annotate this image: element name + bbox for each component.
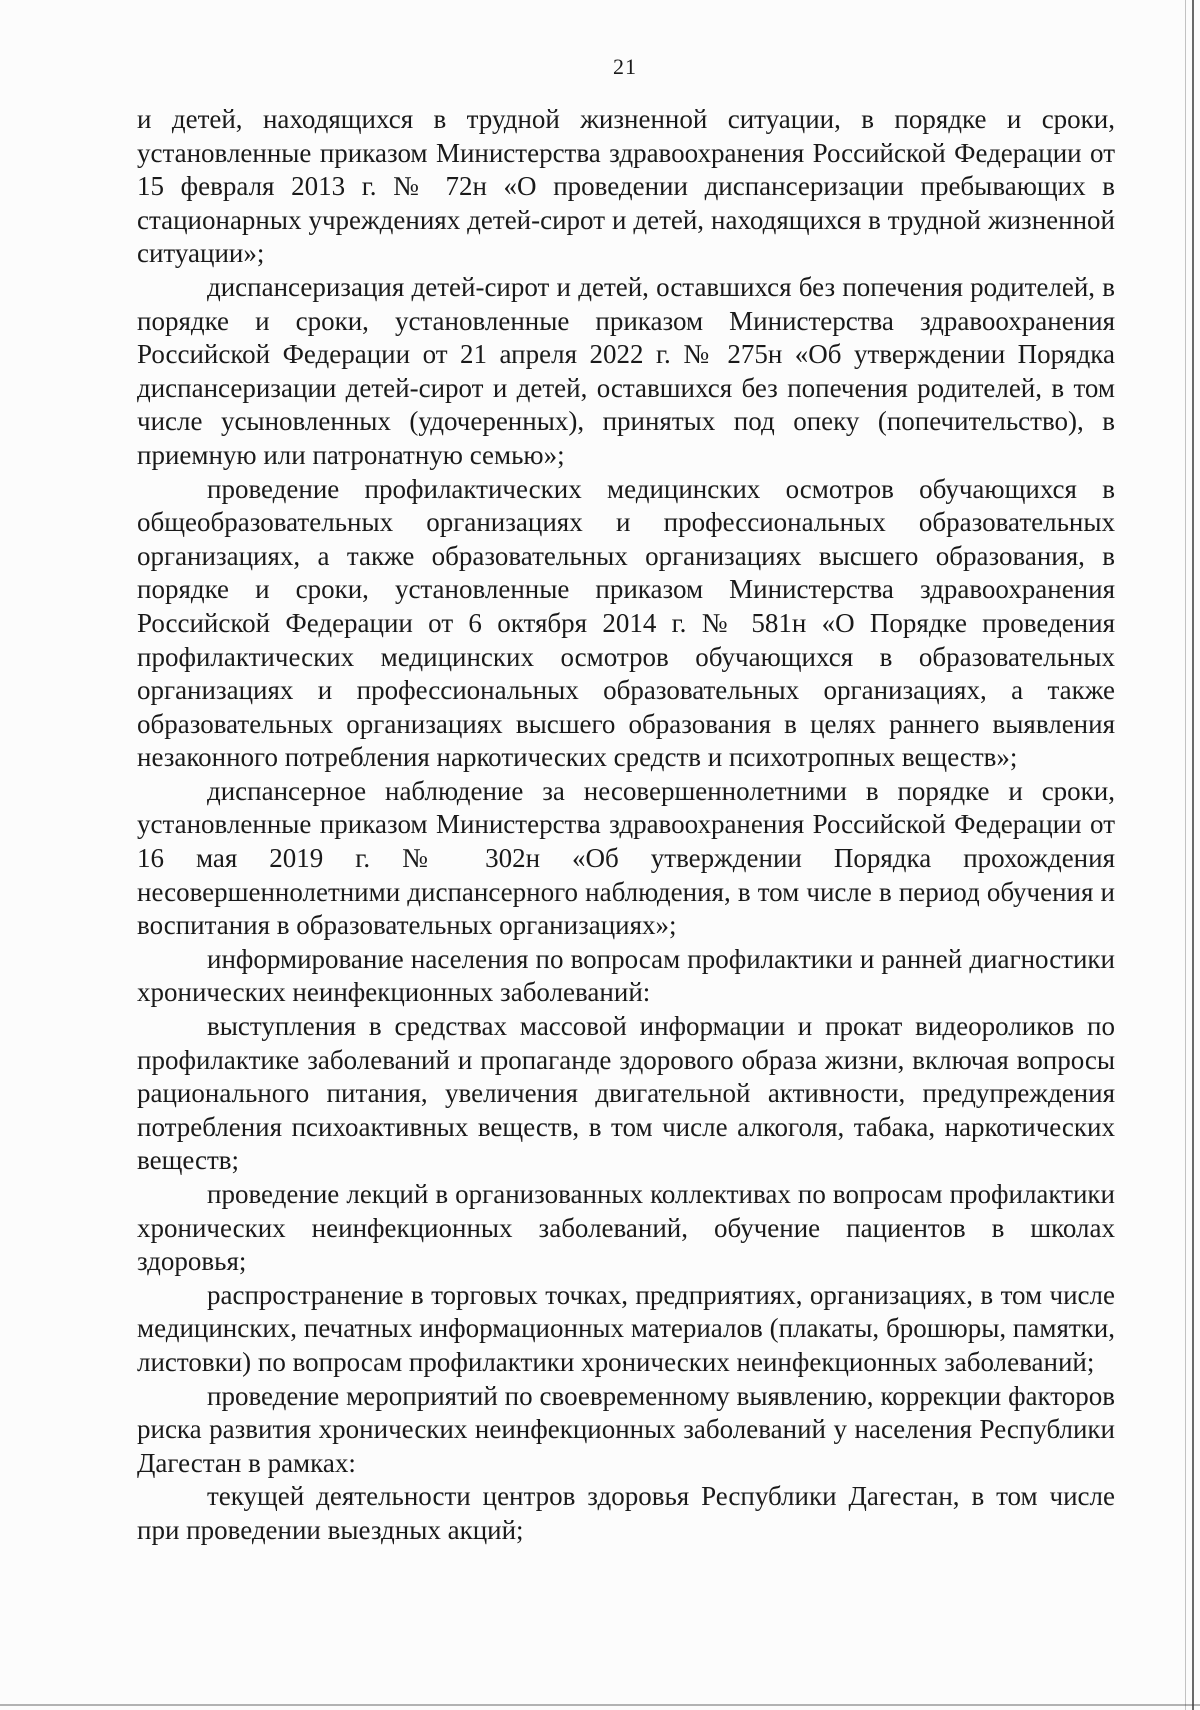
paragraph: проведение лекций в организованных коллективах по вопросам профилактики хронических неинфекционных заболеваний, обучение пациентов в школах здоровья; — [137, 1179, 1115, 1277]
paragraph: диспансеризация детей-сирот и детей, оставшихся без попечения родителей, в порядке и сроки, установленные приказом Министерства здравоохранения Российской Федерации от 21 апреля 2022 г. № 275н «Об утверждении Порядка диспансеризации детей-сирот и детей, оставшихся без попечения родителей, в том числе усыновленных (удочеренных), принятых под опеку (попечительство), в приемную или патронатную семью»; — [137, 271, 1115, 470]
document-body — [137, 103, 1115, 1548]
paragraph: информирование населения по вопросам профилактики и ранней диагностики хронических неинфекционных заболеваний: — [137, 943, 1115, 1008]
paragraph: выступления в средствах массовой информации и прокат видеороликов по профилактике заболеваний и пропаганде здорового образа жизни, включая вопросы рационального питания, увеличения двигательной активности, предупреждения потребления психоактивных веществ, в том числе алкоголя, табака, наркотических веществ; — [137, 1011, 1115, 1176]
paragraph: проведение профилактических медицинских осмотров обучающихся в общеобразовательных организациях и профессиональных образовательных организациях, а также образовательных организациях высшего образования, в порядке и сроки, установленные приказом Министерства здравоохранения Российской Федерации от 6 октября 2014 г. № 581н «О Порядке проведения профилактических медицинских осмотров обучающихся в образовательных организациях и профессиональных образовательных организациях, а также образовательных организациях высшего образования в целях раннего выявления незаконного потребления наркотических средств и психотропных веществ»; — [137, 473, 1115, 773]
page-number: 21 — [613, 54, 637, 79]
scan-edge-line-inner — [1185, 0, 1186, 1710]
paragraph: текущей деятельности центров здоровья Республики Дагестан, в том числе при проведении выездных акций; — [137, 1481, 1115, 1545]
scan-edge-line — [1192, 0, 1194, 1710]
paragraph: проведение мероприятий по своевременному выявлению, коррекции факторов риска развития хронических неинфекционных заболеваний у населения Республики Дагестан в рамках: — [137, 1380, 1115, 1478]
paragraph: и детей, находящихся в трудной жизненной ситуации, в порядке и сроки, установленные приказом Министерства здравоохранения Российской Федерации от 15 февраля 2013 г. № 72н «О проведении диспансеризации пребывающих в стационарных учреждениях детей-сирот и детей, находящихся в трудной жизненной ситуации»; — [137, 104, 1115, 269]
scan-bottom-edge — [0, 1704, 1200, 1706]
paragraph: распространение в торговых точках, предприятиях, организациях, в том числе медицинских, печатных информационных материалов (плакаты, брошюры, памятки, листовки) по вопросам профилактики хронических неинфекционных заболеваний; — [137, 1279, 1115, 1377]
paragraph: диспансерное наблюдение за несовершеннолетними в порядке и сроки, установленные приказом Министерства здравоохранения Российской Федерации от 16 мая 2019 г. № 302н «Об утверждении Порядка прохождения несовершеннолетними диспансерного наблюдения, в том числе в период обучения и воспитания в образовательных организациях»; — [137, 775, 1115, 941]
